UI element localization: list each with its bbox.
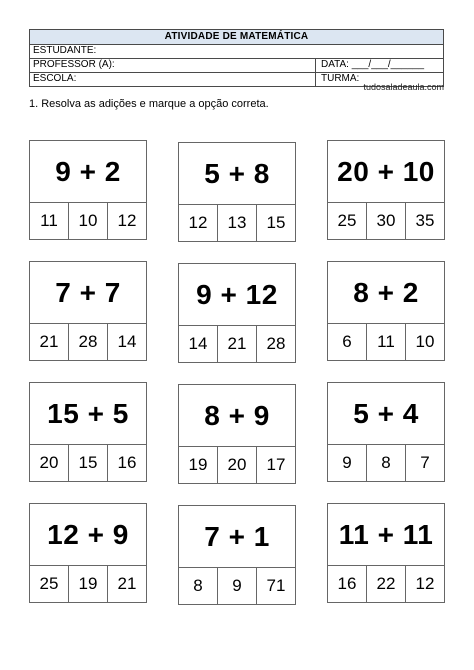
- problem-question: 8 + 2: [353, 277, 419, 308]
- answer-options: [328, 202, 444, 239]
- answer-option[interactable]: 19: [188, 455, 208, 474]
- teacher-field[interactable]: PROFESSOR (A):: [30, 59, 316, 72]
- answer-option[interactable]: 20: [39, 453, 59, 472]
- problem-question: 11 + 11: [338, 519, 434, 550]
- answer-option[interactable]: 16: [107, 445, 146, 481]
- problem-question: 8 + 9: [204, 400, 270, 431]
- instruction-text: 1. Resolva as adições e marque a opção correta.: [29, 98, 269, 110]
- answer-options: [179, 446, 295, 483]
- problem-card: [178, 384, 296, 484]
- answer-option[interactable]: 10: [405, 324, 444, 360]
- problem-card: [327, 382, 445, 482]
- answer-option[interactable]: 16: [337, 574, 357, 593]
- answer-options: [179, 325, 295, 362]
- site-url: tudosaladeaula.com: [363, 82, 444, 92]
- answer-options: [179, 567, 295, 604]
- answer-option[interactable]: 71: [256, 568, 295, 604]
- answer-option[interactable]: 25: [337, 211, 357, 230]
- answer-option[interactable]: 15: [256, 205, 295, 241]
- answer-option[interactable]: 20: [217, 447, 256, 483]
- answer-option[interactable]: 14: [188, 334, 208, 353]
- problem-question: 7 + 1: [204, 521, 270, 552]
- answer-option[interactable]: 21: [39, 332, 59, 351]
- problem-question: 15 + 5: [47, 398, 129, 429]
- answer-options: [328, 565, 444, 602]
- answer-option[interactable]: 9: [217, 568, 256, 604]
- answer-option[interactable]: 19: [68, 566, 107, 602]
- problem-question: 9 + 2: [55, 156, 121, 187]
- problem-card: [29, 261, 147, 361]
- problem-question: 7 + 7: [55, 277, 121, 308]
- answer-options: [30, 323, 146, 360]
- answer-options: [30, 565, 146, 602]
- teacher-row: [30, 58, 443, 72]
- answer-option[interactable]: 28: [256, 326, 295, 362]
- worksheet-title: ATIVIDADE DE MATEMÁTICA: [164, 31, 309, 42]
- problem-question: 5 + 4: [353, 398, 419, 429]
- answer-option[interactable]: 9: [342, 453, 352, 472]
- problem-card: [178, 263, 296, 363]
- answer-option[interactable]: 14: [107, 324, 146, 360]
- answer-options: [30, 444, 146, 481]
- answer-option[interactable]: 7: [405, 445, 444, 481]
- answer-option[interactable]: 21: [107, 566, 146, 602]
- answer-option[interactable]: 21: [217, 326, 256, 362]
- answer-option[interactable]: 12: [107, 203, 146, 239]
- answer-options: [30, 202, 146, 239]
- answer-option[interactable]: 30: [366, 203, 405, 239]
- answer-option[interactable]: 8: [366, 445, 405, 481]
- problem-question: 9 + 12: [196, 279, 278, 310]
- student-field[interactable]: ESTUDANTE:: [33, 45, 97, 56]
- problem-card: [178, 142, 296, 242]
- answer-options: [179, 204, 295, 241]
- answer-options: [328, 323, 444, 360]
- answer-option[interactable]: 8: [193, 576, 203, 595]
- problem-card: [178, 505, 296, 605]
- answer-option[interactable]: 22: [366, 566, 405, 602]
- header-title-row: [30, 30, 443, 44]
- school-field[interactable]: ESCOLA:: [30, 73, 316, 86]
- answer-option[interactable]: 10: [68, 203, 107, 239]
- problem-card: [327, 503, 445, 603]
- answer-option[interactable]: 12: [188, 213, 208, 232]
- problem-card: [327, 261, 445, 361]
- problem-card: [327, 140, 445, 240]
- problem-card: [29, 140, 147, 240]
- problem-card: [29, 382, 147, 482]
- answer-option[interactable]: 15: [68, 445, 107, 481]
- problem-question: 5 + 8: [204, 158, 270, 189]
- answer-option[interactable]: 12: [405, 566, 444, 602]
- answer-option[interactable]: 25: [39, 574, 59, 593]
- answer-option[interactable]: 11: [366, 324, 405, 360]
- date-field[interactable]: DATA: ___/___/______: [321, 59, 425, 70]
- answer-option[interactable]: 13: [217, 205, 256, 241]
- answer-option[interactable]: 11: [40, 211, 58, 230]
- answer-options: [328, 444, 444, 481]
- student-row: [30, 44, 443, 58]
- answer-option[interactable]: 6: [342, 332, 352, 351]
- answer-option[interactable]: 17: [256, 447, 295, 483]
- problem-card: [29, 503, 147, 603]
- problem-question: 20 + 10: [337, 156, 435, 187]
- answer-option[interactable]: 28: [68, 324, 107, 360]
- problem-question: 12 + 9: [47, 519, 129, 550]
- header-table: [29, 29, 444, 87]
- class-field[interactable]: TURMA:: [321, 73, 360, 84]
- answer-option[interactable]: 35: [405, 203, 444, 239]
